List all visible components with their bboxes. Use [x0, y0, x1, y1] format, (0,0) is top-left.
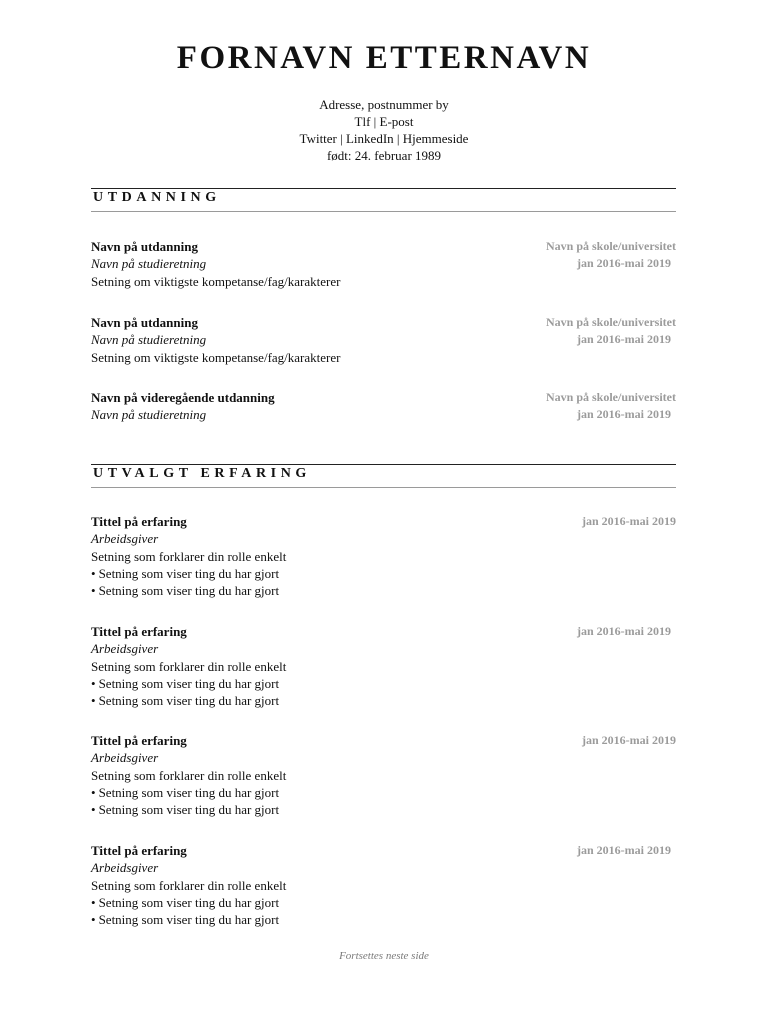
experience-title: Tittel på erfaring: [91, 843, 187, 858]
continued-note: Fortsettes neste side: [339, 950, 429, 962]
education-degree: Navn på utdanning: [91, 315, 198, 330]
experience-entry: [91, 732, 676, 818]
experience-bullet: • Setning som viser ting du har gjort: [91, 692, 279, 709]
education-entry: [91, 238, 676, 290]
education-dates: jan 2016-mai 2019: [577, 256, 671, 271]
education-degree: Navn på videregående utdanning: [91, 390, 275, 405]
education-school: Navn på skole/universitet: [545, 315, 676, 329]
education-dates: jan 2016-mai 2019: [577, 332, 671, 347]
experience-employer: Arbeidsgiver: [91, 531, 159, 547]
experience-entry: [91, 623, 676, 709]
experience-top-rule: [91, 464, 676, 465]
contact-phone-email: Tlf | E-post: [354, 114, 414, 129]
contact-social-links: Twitter | LinkedIn | Hjemmeside: [299, 131, 469, 146]
experience-summary: Setning som forklarer din rolle enkelt: [91, 877, 287, 893]
experience-entry: [91, 513, 676, 599]
experience-title: Tittel på erfaring: [91, 514, 187, 529]
experience-title: Tittel på erfaring: [91, 624, 187, 639]
experience-dates: jan 2016-mai 2019: [582, 733, 676, 747]
contact-block: [0, 96, 768, 164]
education-section-title: UTDANNING: [93, 190, 221, 205]
education-description: Setning om viktigste kompetanse/fag/karakterer: [91, 349, 341, 365]
experience-employer: Arbeidsgiver: [91, 641, 159, 657]
education-degree: Navn på utdanning: [91, 239, 198, 254]
contact-address: Adresse, postnummer by: [319, 97, 449, 112]
experience-bullet: • Setning som viser ting du har gjort: [91, 894, 279, 911]
resume-name: FORNAVN ETTERNAVN: [176, 40, 592, 76]
education-bottom-rule: [91, 211, 676, 212]
experience-summary: Setning som forklarer din rolle enkelt: [91, 658, 287, 674]
experience-bullet: • Setning som viser ting du har gjort: [91, 582, 279, 599]
experience-section-title: UTVALGT ERFARING: [93, 466, 311, 481]
experience-bullet: • Setning som viser ting du har gjort: [91, 675, 279, 692]
experience-bullet: • Setning som viser ting du har gjort: [91, 565, 279, 582]
education-school: Navn på skole/universitet: [545, 239, 676, 253]
contact-birthdate: født: 24. februar 1989: [326, 148, 442, 163]
education-field: Navn på studieretning: [91, 332, 207, 348]
experience-dates: jan 2016-mai 2019: [577, 624, 671, 638]
education-dates: jan 2016-mai 2019: [577, 407, 671, 422]
experience-bottom-rule: [91, 487, 676, 488]
education-field: Navn på studieretning: [91, 407, 207, 423]
education-school: Navn på skole/universitet: [545, 390, 676, 404]
experience-dates: jan 2016-mai 2019: [577, 843, 671, 857]
experience-entry: [91, 842, 676, 928]
experience-employer: Arbeidsgiver: [91, 860, 159, 876]
experience-bullet: • Setning som viser ting du har gjort: [91, 911, 279, 928]
experience-title: Tittel på erfaring: [91, 733, 187, 748]
education-entry: [91, 314, 676, 366]
experience-bullet: • Setning som viser ting du har gjort: [91, 784, 279, 801]
experience-bullet: • Setning som viser ting du har gjort: [91, 801, 279, 818]
experience-summary: Setning som forklarer din rolle enkelt: [91, 767, 287, 783]
experience-employer: Arbeidsgiver: [91, 750, 159, 766]
education-field: Navn på studieretning: [91, 256, 207, 272]
education-description: Setning om viktigste kompetanse/fag/karakterer: [91, 273, 341, 289]
education-entry: [91, 389, 676, 424]
experience-dates: jan 2016-mai 2019: [582, 514, 676, 528]
experience-summary: Setning som forklarer din rolle enkelt: [91, 548, 287, 564]
education-top-rule: [91, 188, 676, 189]
